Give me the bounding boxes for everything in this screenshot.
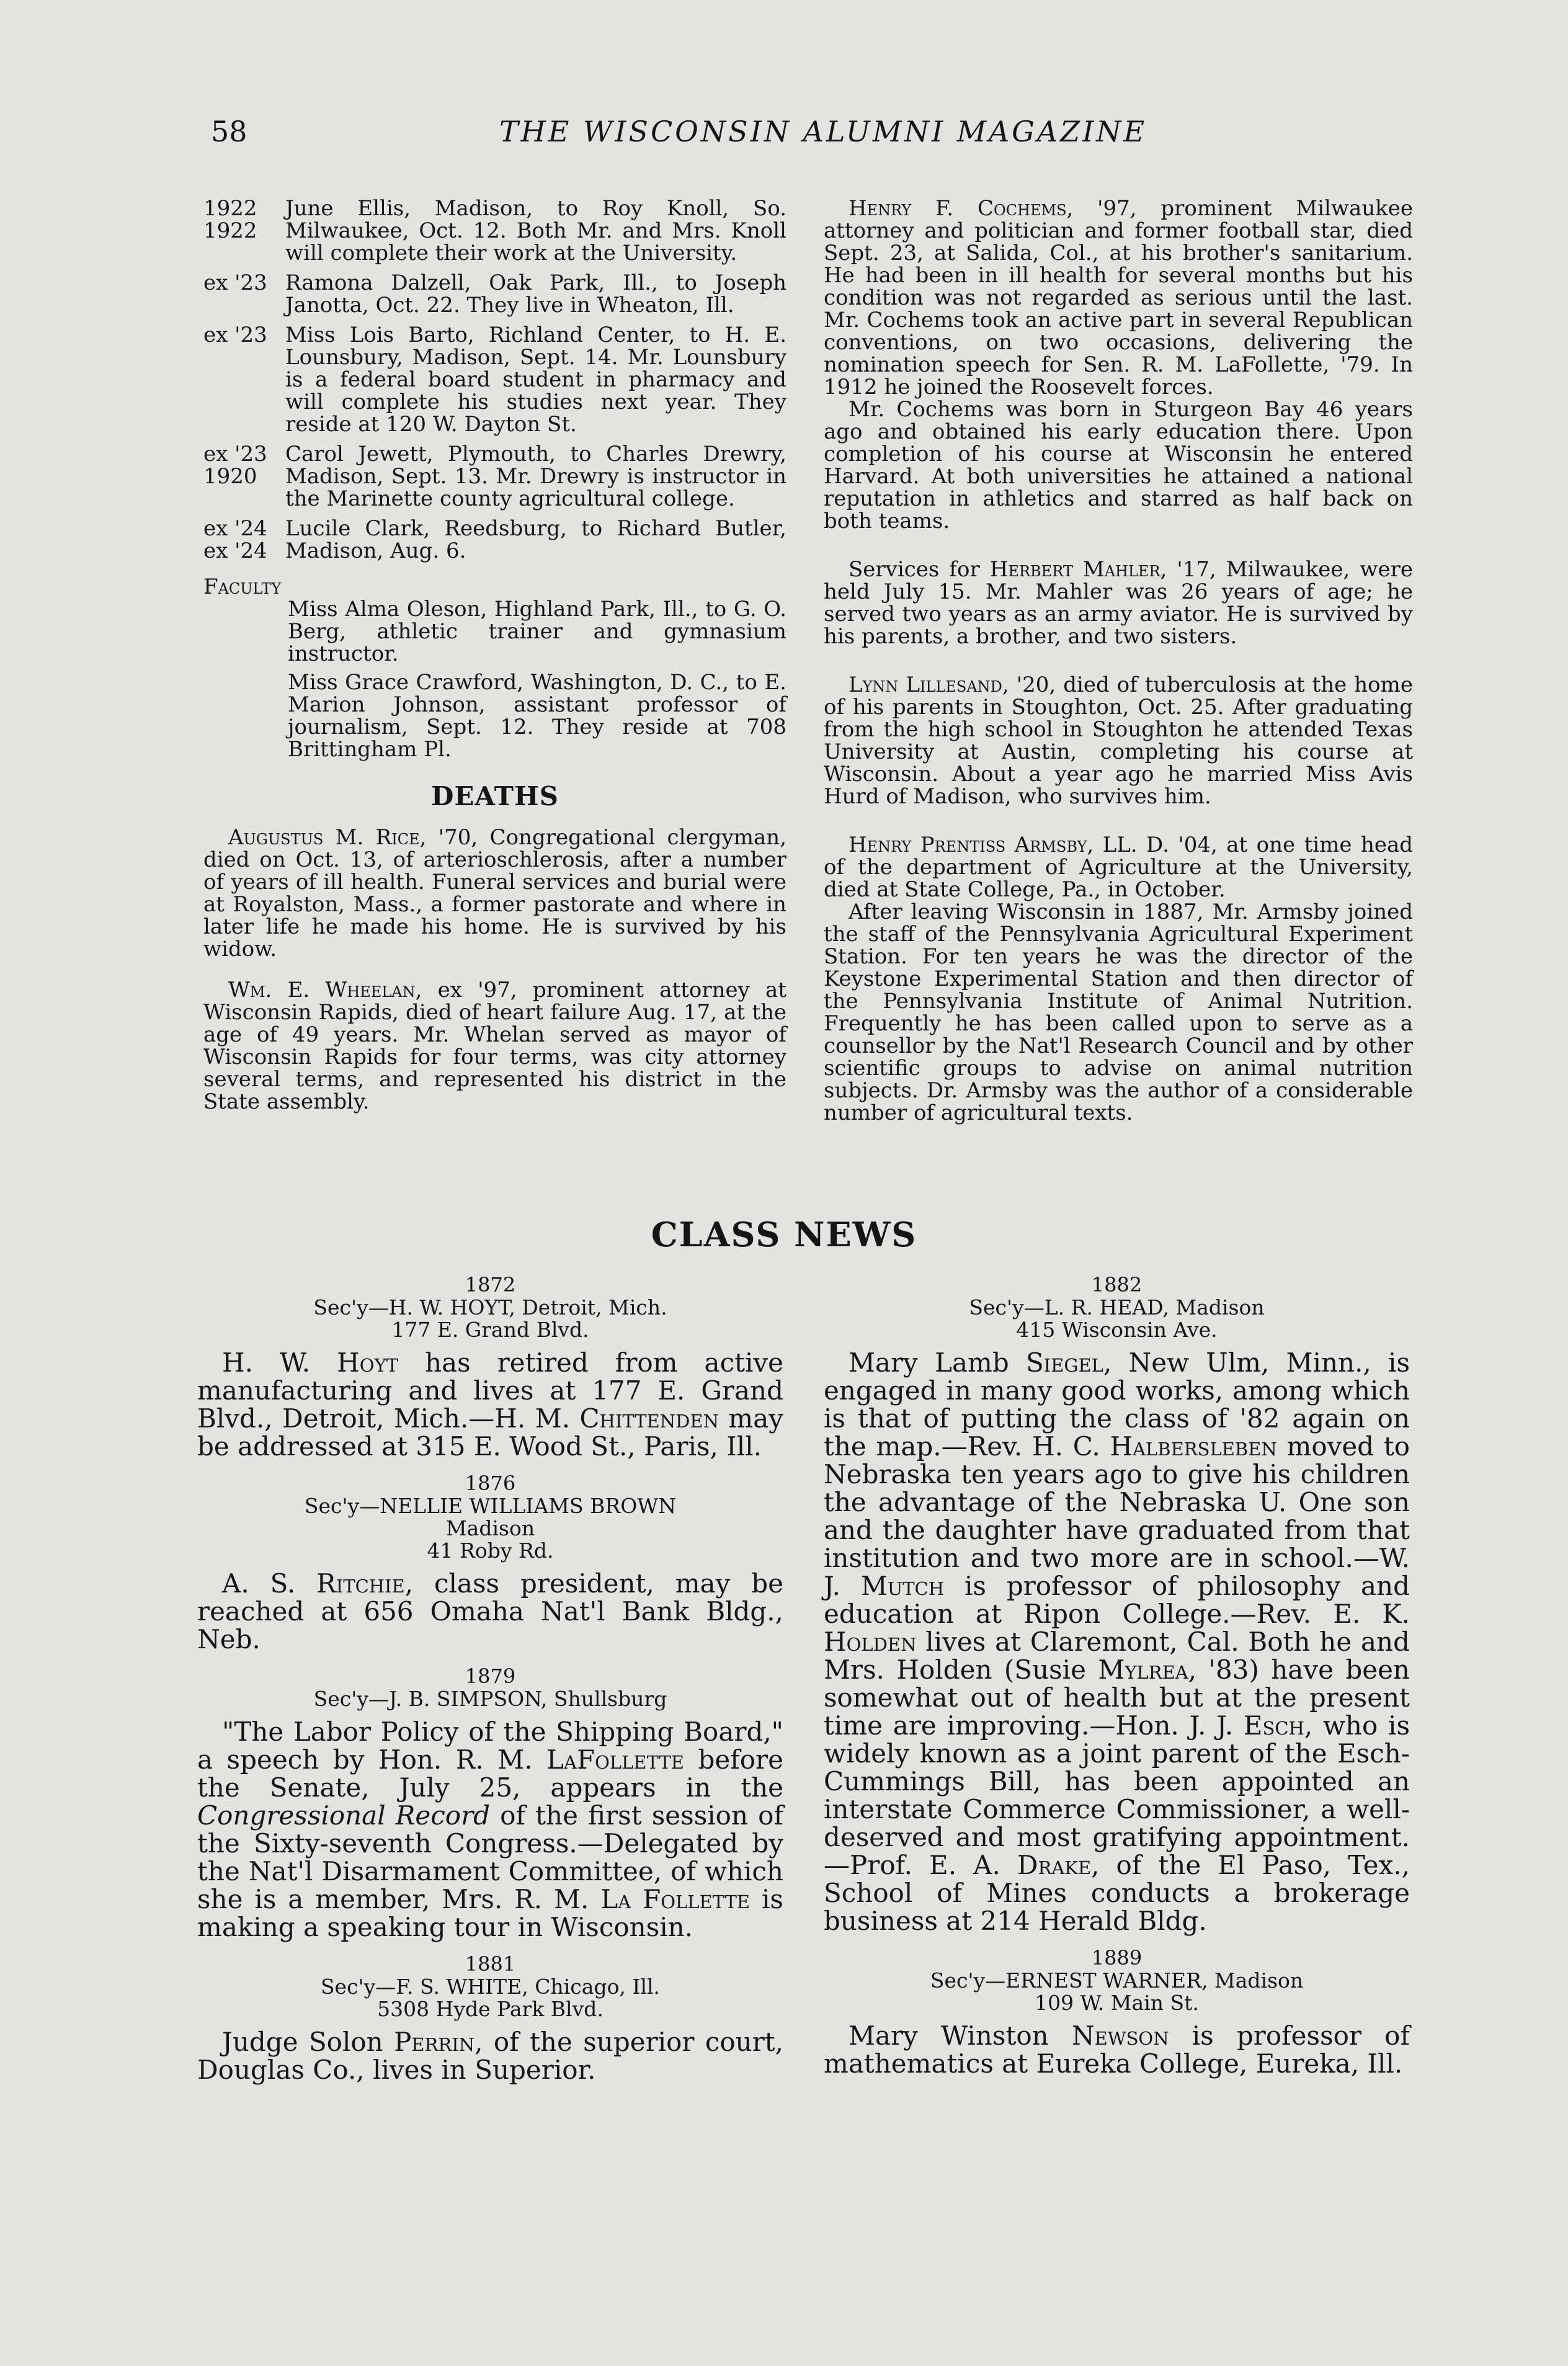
note-text: "The Labor Policy of the Shipping Board," a speech by Hon. R. M. [197,1716,783,1775]
secretary-line: Sec'y—F. S. WHITE, Chicago, Ill. [320,1975,661,1999]
right-column [824,197,1413,1124]
class-year-heading: 1882 [1091,1273,1143,1297]
class-year-heading: 1879 [465,1664,516,1688]
note-text: H. W. [222,1347,337,1378]
marriage-text: June Ellis, Madison, to Roy Knoll, So. Milwaukee, Oct. 12. Both Mr. and Mrs. Knoll will complete their work at the University. [285,196,786,266]
deceased-name: Henry Prentiss Armsby [849,833,1087,857]
class-note [824,1349,1410,1935]
note-text: A. S. [222,1568,317,1599]
note-text: has retired from active manufacturing and lives at 177 E. Grand Blvd., Detroit, Mich.—H. M. [197,1347,783,1434]
death-notice [824,197,1413,398]
faculty-label: Faculty [203,574,282,599]
alumni-name: Mylrea [1098,1654,1188,1685]
note-text: may be addressed at 315 E. Wood St., Paris, Ill. [197,1403,784,1462]
note-text: Mary Winston [849,2020,1072,2051]
marriage-entry [203,517,786,562]
note-text: , who is widely known as a joint parent of the Esch-Cummings Bill, has been appointed an interstate Commerce Commissioner, a well-deserved and most gratifying appointment.—Prof. E. A. [824,1710,1410,1880]
notice-text: , '20, died of tuberculosis at the home of his parents in Stoughton, Oct. 25. After graduating from the high school in Stoughton he attended Texas University at Austin, completing his course at Wisconsin. About a year ago he married Miss Avis Hurd of Madison, who survives him. [824,672,1413,809]
deceased-name: Wm. E. Wheelan [228,978,416,1002]
death-notice [203,826,786,960]
class-news-left [197,1273,783,2095]
marriage-text: Carol Jewett, Plymouth, to Charles Drewry, Madison, Sept. 13. Mr. Drewry is instructor in the Marinette county agricultural college. [285,442,786,511]
marriage-entry [203,197,786,264]
secretary-city: Madison [445,1516,535,1540]
class-year: 1922 [203,218,257,243]
alumni-name: Hoyt [337,1347,399,1378]
note-text: is making a speaking tour in Wisconsin. [197,1884,783,1942]
note-text: moved to Nebraska ten years ago to give his children the advantage of the Nebraska U. One son and the daughter have graduated from that institution and two more are in school.—W. J. [824,1431,1410,1601]
marriage-entry [203,443,786,510]
marriage-entry [203,324,786,435]
alumni-name: LaFollette [546,1744,684,1775]
alumni-name: Siegel [1025,1347,1103,1378]
class-note [197,1349,783,1460]
class-news-heading: CLASS NEWS [651,1215,917,1254]
death-notice [203,979,786,1113]
note-text: , '83) have been somewhat out of health but at the present time are improving.—Hon. J. J. [824,1654,1410,1741]
note-text: Judge Solon [222,2027,394,2057]
alumni-name: Newson [1071,2020,1169,2051]
secretary-line: Sec'y—L. R. HEAD, Madison [969,1295,1265,1319]
secretary-address: 41 Roby Rd. [427,1538,554,1563]
notice-continuation: Mr. Cochems was born in Sturgeon Bay 46 years ago and obtained his early education there. Upon completion of his course at Wisconsin he entered Harvard. At both universities he attained a national reputation in athletics and starred as half back on both teams. [824,397,1413,533]
notice-text: , '70, Congregational clergyman, died on Oct. 13, of arterioschlerosis, after a number of years of ill health. Funeral services and burial were at Royalston, Mass., a former pastorate and where in later life he made his home. He is survived by his widow. [203,825,787,962]
deceased-name: Augustus M. Rice [228,825,420,850]
running-header [211,115,1408,158]
notice-text: , LL. D. '04, at one time head of the department of Agriculture at the University, died at State College, Pa., in October. [824,833,1413,902]
alumni-name: Halbersleben [1110,1431,1277,1462]
alumni-name: Ritchie [316,1568,405,1599]
class-year-heading: 1872 [465,1273,516,1297]
secretary-line: Sec'y—NELLIE WILLIAMS BROWN [304,1494,677,1518]
class-year: 1920 [203,464,257,489]
page-number: 58 [211,115,247,148]
note-text: before the Senate, July 25, appears in the [197,1744,783,1803]
class-note [197,2028,783,2084]
class-year: ex '23 [203,270,267,295]
death-notice [824,558,1413,648]
class-year-heading: 1889 [1091,1946,1143,1970]
secretary-address: 177 E. Grand Blvd. [391,1318,589,1342]
note-text: of the first session of the Sixty-seventh Congress.—Delegated by the Nat'l Disarmament Committee, of which she is a member, Mrs. R. M. [197,1800,783,1914]
note-text: lives at Claremont, Cal. Both he and Mrs. Holden (Susie [824,1627,1410,1685]
secretary-address: 5308 Hyde Park Blvd. [377,1997,604,2021]
alumni-name: Mutch [860,1571,945,1601]
faculty-section [203,576,786,761]
class-year: ex '23 [203,323,267,347]
note-text: Mary Lamb [849,1347,1026,1378]
class-year: 1922 [203,196,257,221]
note-text: is professor of mathematics at Eureka College, Eureka, Ill. [824,2020,1410,2079]
alumni-name: Perrin [394,2027,475,2057]
magazine-title: THE WISCONSIN ALUMNI MAGAZINE [499,115,1147,148]
marriage-text: Miss Lois Barto, Richland Center, to H. E. Lounsbury, Madison, Sept. 14. Mr. Lounsbury is a federal board student in pharmacy and will complete his studies next year. They reside at 120 W. Dayton St. [285,323,786,437]
notice-text: Services for [849,557,990,582]
alumni-name: Chittenden [579,1403,719,1434]
death-notice [824,834,1413,901]
deaths-heading: DEATHS [431,781,559,811]
notice-continuation: After leaving Wisconsin in 1887, Mr. Armsby joined the staff of the Pennsylvania Agricultural Experiment Station. For ten years he was the director of the Keystone Experimental Station and then director of the Pennsylvania Institute of Animal Nutrition. Frequently he has been called upon to serve as a counsellor by the Nat'l Research Council and by other scientific groups to advise on animal nutrition subjects. Dr. Armsby was the author of a considerable number of agricultural texts. [824,900,1413,1125]
faculty-item: Miss Grace Crawford, Washington, D. C., to E. Marion Johnson, assistant professor of journalism, Sept. 12. They reside at 708 Brittingham Pl. [288,670,786,762]
notice-text: , ex '97, prominent attorney at Wisconsin Rapids, died of heart failure Aug. 17, at the age of 49 years. Mr. Whelan served as mayor of Wisconsin Rapids for four terms, was city attorney several terms, and represented his district in the State assembly. [203,978,786,1114]
secretary-address: 109 W. Main St. [1035,1991,1199,2015]
class-year-heading: 1881 [465,1952,516,1976]
deceased-name: Lynn Lillesand [849,672,1002,697]
notice-text: , '17, Milwaukee, were held July 15. Mr. Mahler was 26 years of age; he served two years as an army aviator. He is survived by his parents, a brother, and two sisters. [824,557,1414,649]
note-text: , of the superior court, Douglas Co., lives in Superior. [197,2027,784,2085]
secretary-line: Sec'y—ERNEST WARNER, Madison [930,1968,1304,1993]
alumni-name: La Follette [600,1884,751,1914]
class-year: ex '23 [203,442,267,467]
note-text: , New Ulm, Minn., is engaged in many good works, among which is that of putting the class of '82 again on the map.—Rev. H. C. [824,1347,1410,1462]
marriage-entry [203,272,786,316]
alumni-name: Esch [1243,1710,1304,1741]
faculty-item: Miss Alma Oleson, Highland Park, Ill., to G. O. Berg, athletic trainer and gymnasium instructor. [288,597,786,666]
alumni-name: Drake [1017,1850,1092,1880]
note-text: is professor of philosophy and education at Ripon College.—Rev. E. K. [824,1571,1410,1629]
class-year: ex '24 [203,538,267,563]
note-text: , of the El Paso, Tex., School of Mines conducts a brokerage business at 214 Herald Bldg. [824,1850,1410,1936]
secretary-address: 415 Wisconsin Ave. [1016,1318,1218,1342]
notice-text: , '97, prominent Milwaukee attorney and politician and former football star, died Sept. 23, at Salida, Col., at his brother's sanitarium. He had been in ill health for several months but his condition was not regarded as serious until the last. Mr. Cochems took an active part in several Republican conventions, on two occasions, delivering the nomination speech for Sen. R. M. LaFollette, '79. In 1912 he joined the Roosevelt forces. [824,196,1413,400]
death-notice [824,674,1413,808]
publication-title: Congressional Record [197,1800,491,1831]
marriage-text: Ramona Dalzell, Oak Park, Ill., to Joseph Janotta, Oct. 22. They live in Wheaton, Ill. [285,270,786,318]
secretary-line: Sec'y—J. B. SIMPSON, Shullsburg [313,1687,667,1711]
left-column [203,197,786,1132]
class-news-right [824,1273,1410,2089]
class-year-heading: 1876 [465,1471,516,1495]
class-year: ex '24 [203,516,267,541]
marriage-text: Lucile Clark, Reedsburg, to Richard Butler, Madison, Aug. 6. [285,516,786,563]
secretary-line: Sec'y—H. W. HOYT, Detroit, Mich. [313,1295,667,1319]
deceased-name: Henry F. Cochems [849,196,1067,221]
class-note [197,1718,783,1941]
note-text: , class president, may be reached at 656 Omaha Nat'l Bank Bldg., Neb. [197,1568,783,1654]
class-note [824,2022,1410,2078]
deceased-name: Herbert Mahler [989,557,1160,582]
alumni-name: Holden [824,1627,917,1657]
class-note [197,1569,783,1653]
